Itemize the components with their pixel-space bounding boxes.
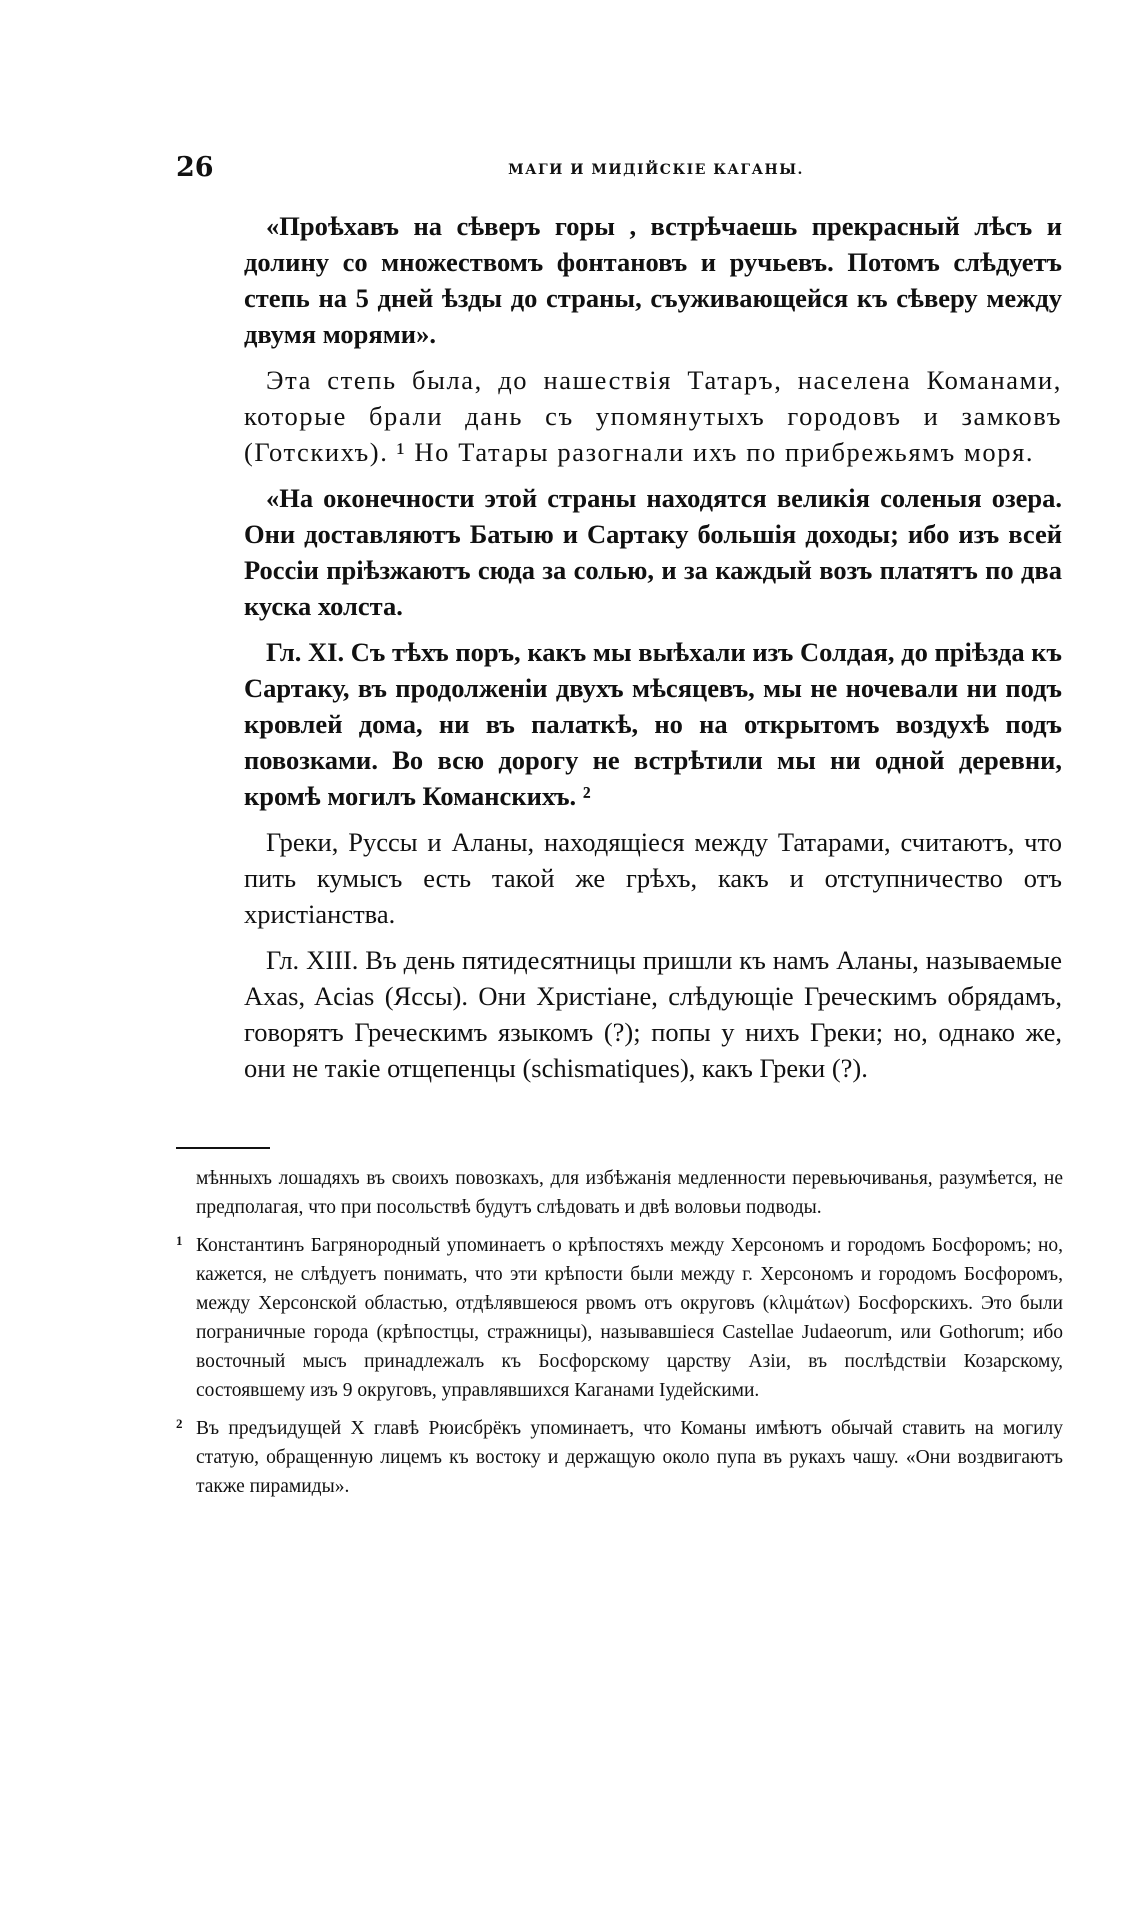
footnote-2-mark: 2 bbox=[176, 1416, 183, 1431]
footnote-1 bbox=[176, 1231, 1063, 1414]
paragraph-kumis: Греки, Руссы и Аланы, находящіеся между Татарами, считаютъ, что пить кумысъ есть такой же грѣхъ, какъ и отступничество отъ христіанства. bbox=[244, 827, 1062, 929]
paragraph-chapter-xiii: Гл. XIII. Въ день пятидесятницы пришли къ намъ Аланы, называемые Axas, Acias (Яссы). Они Христіане, слѣдующіе Греческимъ обрядамъ, говорятъ Греческимъ языкомъ (?); попы у нихъ Греки; но, однако же, они не такіе отщепенцы (schismatiques), какъ Греки (?). bbox=[244, 945, 1062, 1083]
page-number: 26 bbox=[176, 152, 214, 183]
paragraph-chapter-xi: Гл. XI. Съ тѣхъ поръ, какъ мы выѣхали изъ Солдая, до пріѣзда къ Сартаку, въ продолженіи двухъ мѣсяцевъ, мы не ночевали ни подъ кровлей дома, ни въ палаткѣ, но на открытомъ воздухѣ подъ повозками. Во всю дорогу не встрѣтили мы ни одной деревни, кромѣ могилъ Команскихъ. ² bbox=[244, 637, 1062, 811]
footnote-1-mark: 1 bbox=[176, 1233, 183, 1248]
page-header bbox=[176, 152, 1066, 188]
footnote-2-text: Въ предъидущей X главѣ Рюисбрёкъ упоминаетъ, что Команы имѣютъ обычай ставить на могилу статую, обращенную лицемъ къ востоку и держащую около пупа въ рукахъ чашу. «Они воздвигаютъ также пирамиды». bbox=[196, 1418, 1063, 1497]
footnotes bbox=[176, 1164, 1063, 1510]
footnote-2 bbox=[176, 1414, 1063, 1510]
footnote-divider bbox=[176, 1147, 270, 1149]
paragraph-steppe: Эта степь была, до нашествія Татаръ, населена Команами, которые брали дань съ упомянутыхъ городовъ и замковъ (Готскихъ). ¹ Но Татары разогнали ихъ по прибрежьямъ моря. bbox=[244, 365, 1062, 467]
paragraph-salt-lakes: «На оконечности этой страны находятся великія соленыя озера. Они доставляютъ Батыю и Сартаку большія доходы; ибо изъ всей Россіи пріѣзжаютъ сюда за солью, и за каждый возъ платятъ по два куска холста. bbox=[244, 483, 1062, 621]
main-text bbox=[244, 208, 1062, 1096]
footnote-1-text: Константинъ Багрянородный упоминаетъ о крѣпостяхъ между Херсономъ и городомъ Босфоромъ; но, кажется, не слѣдуетъ понимать, что эти крѣпости были между г. Херсономъ и городомъ Босфоромъ, между Херсонской областью, отдѣлявшеюся рвомъ отъ округовъ (κλιμάτων) Босфорскихъ. Это были пограничные города (крѣпостцы, стражницы), называвшіеся Castellae Judaeorum, или Gothorum; ибо восточный мысъ принадлежалъ къ Босфорскому царству Азіи, въ послѣдствіи Козарскому, состоявшему изъ 9 округовъ, управлявшихся Каганами Іудейскими. bbox=[196, 1235, 1063, 1401]
running-title: МАГИ И МИДІЙСКІЕ КАГАНЫ. bbox=[508, 162, 804, 178]
paragraph-quote-north: «Проѣхавъ на сѣверъ горы , встрѣчаешь прекрасный лѣсъ и долину со множествомъ фонтановъ и ручьевъ. Потомъ слѣдуетъ степь на 5 дней ѣзды до страны, съуживающейся къ сѣверу между двумя морями». bbox=[244, 211, 1062, 349]
footnote-continuation: мѣнныхъ лошадяхъ въ своихъ повозкахъ, для избѣжанія медленности перевьючиванья, разумѣется, не предполагая, что при посольствѣ будутъ слѣдовать и двѣ воловьи подводы. bbox=[196, 1168, 1063, 1218]
